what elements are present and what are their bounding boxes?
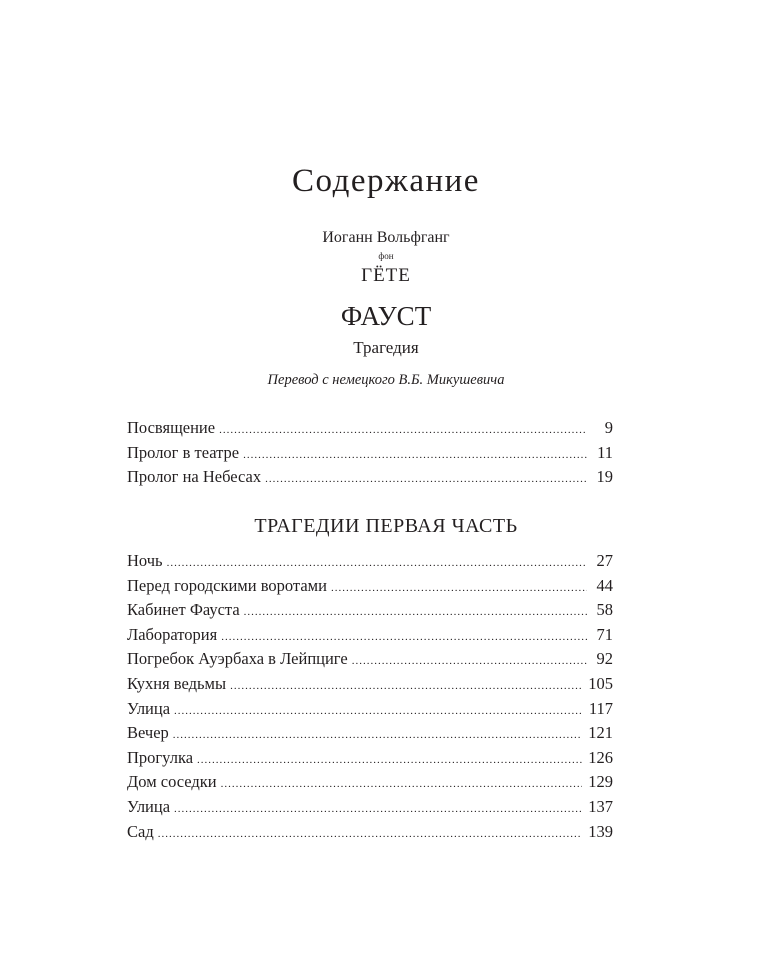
toc-entry-page: 27	[596, 551, 613, 570]
toc-entry-title: Дом соседки	[127, 772, 217, 792]
toc-entry-page: 121	[588, 723, 613, 743]
dot-leader	[230, 674, 582, 698]
toc-entry[interactable]	[127, 820, 613, 844]
toc-entry[interactable]	[127, 672, 613, 696]
toc-entry[interactable]	[127, 549, 613, 573]
genre-subtitle: Трагедия	[353, 338, 419, 357]
section-heading: ТРАГЕДИИ ПЕРВАЯ ЧАСТЬ	[254, 515, 518, 537]
dot-leader	[173, 723, 582, 747]
toc-entry[interactable]	[127, 770, 613, 794]
dot-leader	[331, 576, 587, 600]
toc-entry[interactable]	[127, 598, 613, 622]
toc-entry-page: 129	[588, 772, 613, 792]
toc-entry-title: Погребок Ауэрбаха в Лейпциге	[127, 649, 348, 669]
dot-leader	[244, 600, 587, 624]
author-last-name: ГЁТЕ	[361, 265, 411, 286]
toc-entry-page: 71	[596, 624, 613, 644]
toc-entry-page: 92	[596, 649, 613, 669]
toc-entry-title: Вечер	[127, 723, 169, 743]
toc-entry-title: Кухня ведьмы	[127, 674, 227, 693]
author-particle: фон	[378, 251, 394, 261]
toc-entry[interactable]	[127, 623, 613, 647]
toc-entry[interactable]	[127, 647, 613, 671]
toc-entry-title: Сад	[127, 821, 154, 841]
toc-entry-title: Улица	[127, 698, 171, 718]
toc-entry-page: 19	[596, 467, 613, 486]
translator-credit: Перевод с немецкого В.Б. Микушевича	[267, 372, 505, 388]
toc-entry-title: Пролог на Небесах	[127, 467, 262, 486]
toc-entry-title: Посвящение	[127, 418, 216, 437]
dot-leader	[221, 625, 587, 649]
toc-entry-page: 44	[596, 575, 613, 595]
toc-entry-page: 105	[588, 674, 613, 693]
toc-entry-page: 139	[588, 821, 613, 841]
toc-entry-page: 117	[588, 698, 613, 718]
toc-entry-page: 137	[588, 797, 613, 816]
toc-entry-page: 11	[597, 442, 613, 462]
toc-entry[interactable]	[127, 465, 613, 489]
toc-entry[interactable]	[127, 697, 613, 721]
toc-entry[interactable]	[127, 441, 613, 465]
toc-entry-title: Кабинет Фауста	[127, 600, 240, 620]
toc-entry-title: Лаборатория	[127, 624, 218, 644]
toc-entry[interactable]	[127, 416, 613, 440]
toc-entry[interactable]	[127, 795, 613, 819]
dot-leader	[265, 467, 587, 491]
author-first-name: Иоганн Вольфганг	[322, 229, 450, 246]
toc-entry-title: Перед городскими воротами	[127, 575, 327, 595]
toc-entry[interactable]	[127, 746, 613, 770]
dot-leader	[174, 797, 582, 821]
dot-leader	[158, 822, 583, 846]
dot-leader	[219, 418, 587, 442]
dot-leader	[197, 748, 582, 772]
toc-entry[interactable]	[127, 574, 613, 598]
dot-leader	[167, 551, 587, 575]
toc-entry-title: Прогулка	[127, 747, 194, 767]
toc-entry-page: 126	[588, 747, 613, 767]
toc-entry-title: Ночь	[127, 551, 163, 570]
page-title: Содержание	[292, 163, 480, 199]
toc-entry-page: 58	[596, 600, 613, 620]
work-title: ФАУСТ	[340, 301, 432, 331]
dot-leader	[221, 772, 583, 796]
dot-leader	[352, 649, 587, 673]
dot-leader	[243, 443, 587, 467]
toc-entry-title: Пролог в театре	[127, 442, 240, 462]
dot-leader	[174, 699, 583, 723]
toc-entry-page: 9	[604, 418, 613, 437]
toc-entry[interactable]	[127, 721, 613, 745]
toc-entry-title: Улица	[127, 797, 171, 816]
